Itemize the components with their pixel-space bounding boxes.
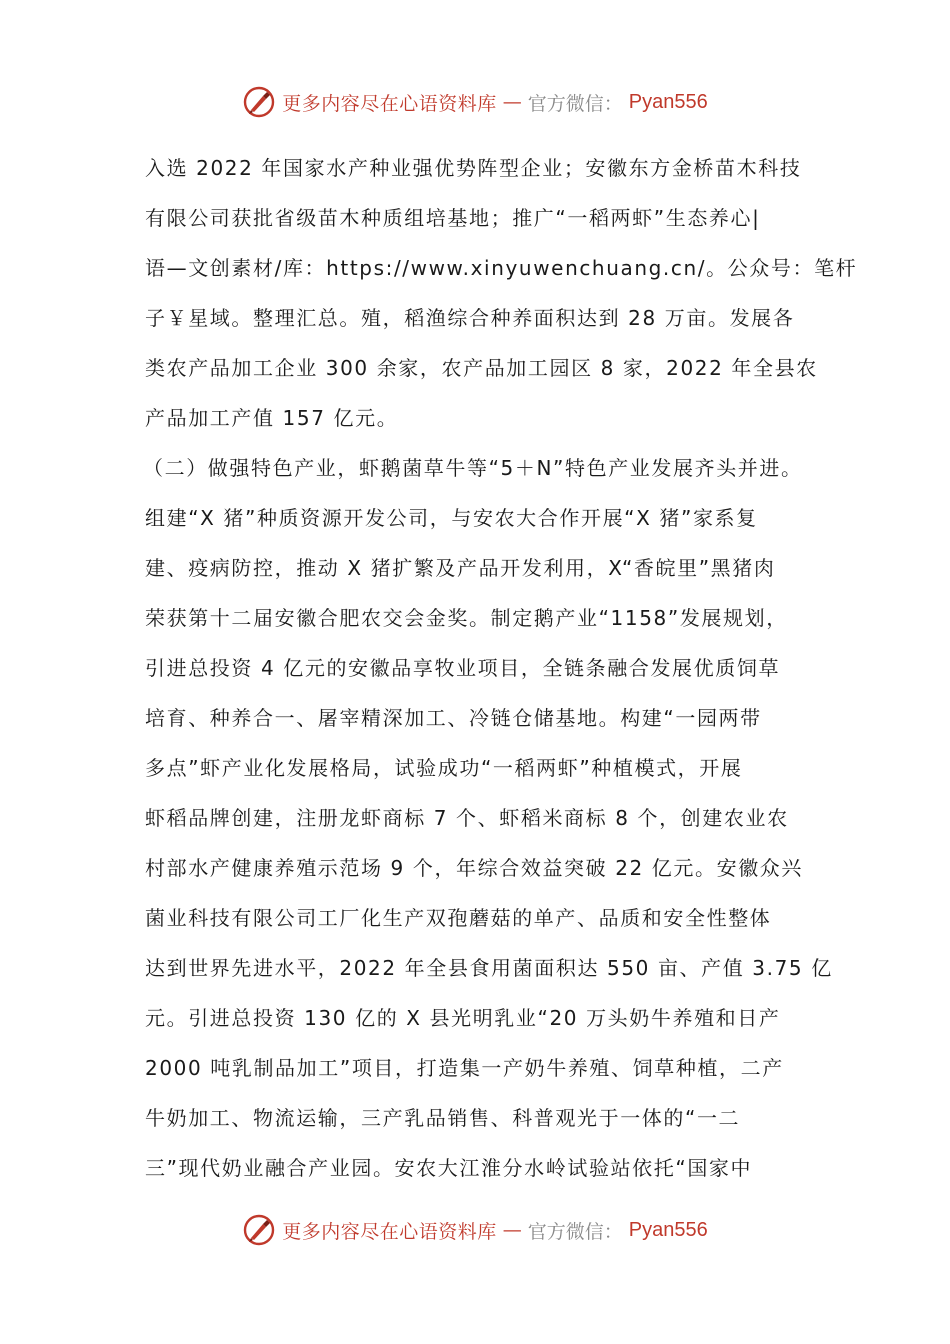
body-line: 元。引进总投资 130 亿的 X 县光明乳业“20 万头奶牛养殖和日产 [145,1006,781,1030]
banner-main-text: 更多内容尽在心语资料库 [282,92,497,115]
banner-wechat-label: 官方微信： [527,1220,623,1243]
section-heading-line: （二）做强特色产业，虾鹅菌草牛等“5＋N”特色产业发展齐头并进。 [143,456,803,480]
body-line: 入选 2022 年国家水产种业强优势阵型企业；安徽东方金桥苗木科技 [145,156,802,180]
body-line: 荣获第十二届安徽合肥农交会金奖。制定鹅产业“1158”发展规划， [145,606,788,630]
body-line: 2000 吨乳制品加工”项目，打造集一产奶牛养殖、饲草种植，二产 [145,1056,784,1080]
footer-banner [0,1210,950,1250]
body-line: 虾稻品牌创建，注册龙虾商标 7 个、虾稻米商标 8 个，创建农业农 [145,806,789,830]
body-line: 牛奶加工、物流运输，三产乳品销售、科普观光于一体的“一二 [145,1106,741,1130]
banner-wechat-label: 官方微信： [527,92,623,115]
body-line: 有限公司获批省级苗木种质组培基地；推广“一稻两虾”生态养心| [145,206,761,230]
body-line: 产品加工产值 157 亿元。 [145,406,399,430]
body-line: 培育、种养合一、屠宰精深加工、冷链仓储基地。构建“一园两带 [145,706,762,730]
body-line: 语—文创素材/库：https://www.xinyuwenchuang.cn/。公众号：笔杆 [145,256,858,280]
body-line: 达到世界先进水平，2022 年全县食用菌面积达 550 亩、产值 3.75 亿 [145,956,833,980]
body-line: 组建“X 猪”种质资源开发公司，与安农大合作开展“X 猪”家系复 [145,506,758,530]
body-line: 子￥星域。整理汇总。殖，稻渔综合种养面积达到 28 万亩。发展各 [145,306,795,330]
body-line: 建、疫病防控，推动 X 猪扩繁及产品开发利用，X“香皖里”黑猪肉 [145,556,776,580]
header-banner-content [242,85,708,119]
header-banner [0,82,950,122]
banner-wechat-id: Pyan556 [628,1218,708,1241]
banner-main-text: 更多内容尽在心语资料库 [282,1220,497,1243]
body-line: 多点”虾产业化发展格局，试验成功“一稻两虾”种植模式，开展 [145,756,743,780]
footer-banner-content [242,1213,708,1247]
body-line: 菌业科技有限公司工厂化生产双孢蘑菇的单产、品质和安全性整体 [145,906,772,930]
banner-wechat-id: Pyan556 [628,90,708,113]
body-line: 三”现代奶业融合产业园。安农大江淮分水岭试验站依托“国家中 [145,1156,753,1180]
pen-logo-icon [242,85,276,119]
body-line: 村部水产健康养殖示范场 9 个，年综合效益突破 22 亿元。安徽众兴 [145,856,804,880]
document-body [143,143,858,1193]
pen-logo-icon [242,1213,276,1247]
banner-dash: — [502,91,522,113]
body-line: 类农产品加工企业 300 余家，农产品加工园区 8 家，2022 年全县农 [145,356,818,380]
body-line: 引进总投资 4 亿元的安徽品享牧业项目，全链条融合发展优质饲草 [145,656,781,680]
banner-dash: — [502,1219,522,1241]
